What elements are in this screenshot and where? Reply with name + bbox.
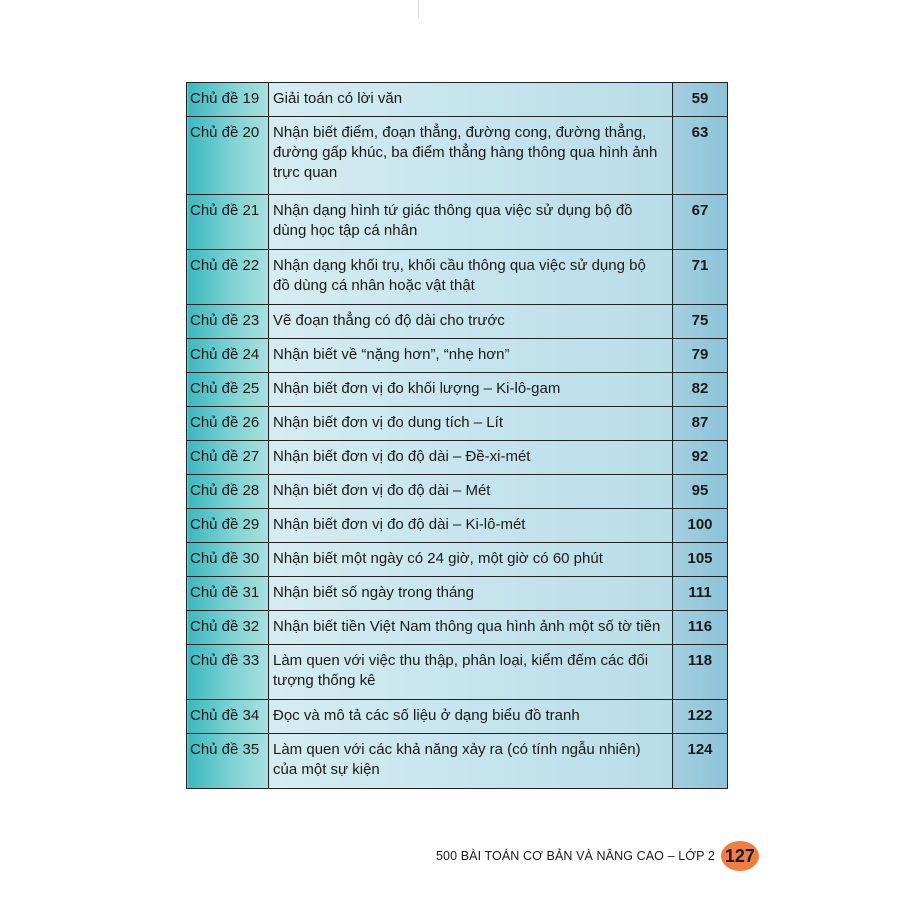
page-number: 100 [673, 509, 728, 543]
topic-label: Chủ đề 24 [187, 339, 269, 373]
topic-label: Chủ đề 35 [187, 734, 269, 789]
table-row[interactable] [187, 195, 728, 250]
page-number: 79 [673, 339, 728, 373]
topic-label: Chủ đề 27 [187, 441, 269, 475]
page-number: 92 [673, 441, 728, 475]
topic-title: Nhận biết đơn vị đo độ dài – Mét [269, 475, 673, 509]
table-row[interactable] [187, 250, 728, 305]
table-row[interactable] [187, 83, 728, 117]
table-row[interactable] [187, 577, 728, 611]
page-number: 63 [673, 117, 728, 195]
topic-title: Làm quen với các khả năng xảy ra (có tính ngẫu nhiên) của một sự kiện [269, 734, 673, 789]
topic-title: Nhận biết đơn vị đo độ dài – Đề-xi-mét [269, 441, 673, 475]
topic-label: Chủ đề 25 [187, 373, 269, 407]
table-row[interactable] [187, 611, 728, 645]
topic-title: Nhận biết về “nặng hơn”, “nhẹ hơn” [269, 339, 673, 373]
page-number: 111 [673, 577, 728, 611]
table-row[interactable] [187, 509, 728, 543]
page-number: 67 [673, 195, 728, 250]
topic-label: Chủ đề 33 [187, 645, 269, 700]
table-row[interactable] [187, 645, 728, 700]
book-title: 500 BÀI TOÁN CƠ BẢN VÀ NÂNG CAO – LỚP 2 [436, 849, 715, 863]
topic-title: Nhận biết một ngày có 24 giờ, một giờ có 60 phút [269, 543, 673, 577]
topic-label: Chủ đề 31 [187, 577, 269, 611]
page-number: 118 [673, 645, 728, 700]
topic-label: Chủ đề 34 [187, 700, 269, 734]
page-edge-line [418, 0, 419, 18]
table-row[interactable] [187, 441, 728, 475]
topic-title: Giải toán có lời văn [269, 83, 673, 117]
table-row[interactable] [187, 543, 728, 577]
topic-title: Nhận biết đơn vị đo dung tích – Lít [269, 407, 673, 441]
topic-label: Chủ đề 23 [187, 305, 269, 339]
topic-title: Nhận dạng hình tứ giác thông qua việc sử dụng bộ đồ dùng học tập cá nhân [269, 195, 673, 250]
page-footer [436, 840, 759, 872]
page-number: 124 [673, 734, 728, 789]
table-row[interactable] [187, 700, 728, 734]
topic-label: Chủ đề 19 [187, 83, 269, 117]
page-number: 59 [673, 83, 728, 117]
topic-label: Chủ đề 22 [187, 250, 269, 305]
page-number: 71 [673, 250, 728, 305]
page-number: 116 [673, 611, 728, 645]
topic-label: Chủ đề 28 [187, 475, 269, 509]
table-of-contents [186, 82, 728, 789]
topic-label: Chủ đề 20 [187, 117, 269, 195]
page-number: 87 [673, 407, 728, 441]
topic-title: Nhận biết điểm, đoạn thẳng, đường cong, đường thẳng, đường gấp khúc, ba điểm thẳng hàng thông qua hình ảnh trực quan [269, 117, 673, 195]
page-number-badge: 127 [721, 841, 759, 871]
topic-title: Vẽ đoạn thẳng có độ dài cho trước [269, 305, 673, 339]
table-row[interactable] [187, 407, 728, 441]
topic-title: Nhận biết tiền Việt Nam thông qua hình ảnh một số tờ tiền [269, 611, 673, 645]
table-row[interactable] [187, 373, 728, 407]
page-number: 95 [673, 475, 728, 509]
page-number: 75 [673, 305, 728, 339]
topic-label: Chủ đề 21 [187, 195, 269, 250]
topic-title: Làm quen với việc thu thập, phân loại, kiểm đếm các đối tượng thống kê [269, 645, 673, 700]
topic-label: Chủ đề 32 [187, 611, 269, 645]
table-row[interactable] [187, 305, 728, 339]
topic-title: Nhận biết đơn vị đo độ dài – Ki-lô-mét [269, 509, 673, 543]
topic-title: Nhận dạng khối trụ, khối cầu thông qua việc sử dụng bộ đồ dùng cá nhân hoặc vật thật [269, 250, 673, 305]
topic-title: Nhận biết đơn vị đo khối lượng – Ki-lô-gam [269, 373, 673, 407]
topic-label: Chủ đề 29 [187, 509, 269, 543]
page-number: 82 [673, 373, 728, 407]
table-row[interactable] [187, 734, 728, 789]
table-row[interactable] [187, 117, 728, 195]
topic-label: Chủ đề 26 [187, 407, 269, 441]
topic-title: Nhận biết số ngày trong tháng [269, 577, 673, 611]
page-number: 122 [673, 700, 728, 734]
table-row[interactable] [187, 339, 728, 373]
topic-label: Chủ đề 30 [187, 543, 269, 577]
page-number: 105 [673, 543, 728, 577]
table-row[interactable] [187, 475, 728, 509]
topic-title: Đọc và mô tả các số liệu ở dạng biểu đồ tranh [269, 700, 673, 734]
